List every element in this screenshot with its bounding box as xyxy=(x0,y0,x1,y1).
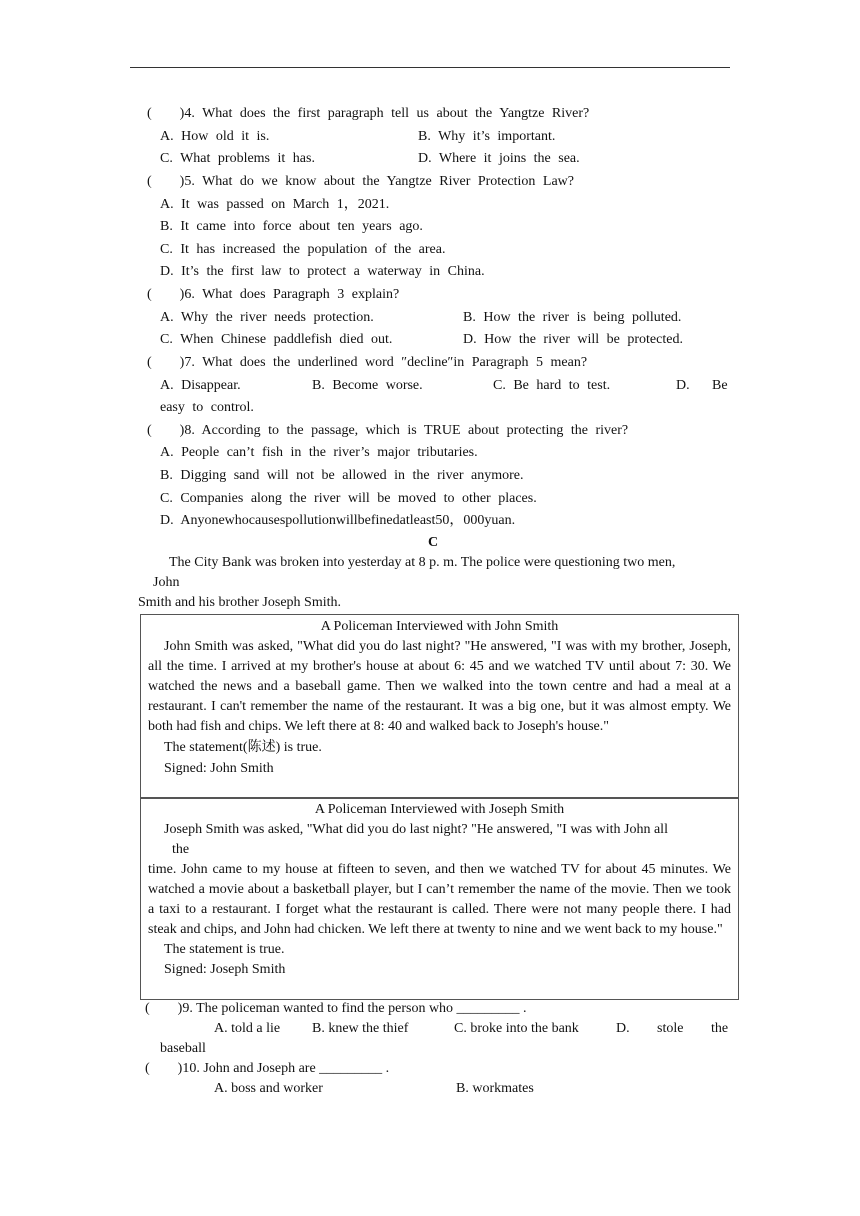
q8-option-b: B. Digging sand will not be allowed in the river anymore. xyxy=(160,468,524,483)
q5-option-d: D. It’s the first law to protect a waterway in China. xyxy=(160,264,485,279)
q7-option-b: B. Become worse. xyxy=(312,378,423,393)
q7-option-a: A. Disappear. xyxy=(160,378,241,393)
section-c-heading: C xyxy=(428,535,439,550)
q6-option-a: A. Why the river needs protection. xyxy=(160,310,374,325)
box-john-title: A Policeman Interviewed with John Smith xyxy=(320,619,559,634)
q8-option-c: C. Companies along the river will be moved to other places. xyxy=(160,491,537,506)
interview-box-joseph xyxy=(140,797,739,1000)
q9-option-d-label: D. xyxy=(616,1021,630,1036)
q6-option-c: C. When Chinese paddlefish died out. xyxy=(160,332,393,347)
q10-option-b: B. workmates xyxy=(456,1081,534,1096)
q7-option-d-word: Be xyxy=(712,378,728,393)
question-10: ( )10. John and Joseph are _________ . xyxy=(145,1061,390,1076)
box-john-signed: Signed: John Smith xyxy=(164,761,274,776)
q4-option-b: B. Why it’s important. xyxy=(418,129,556,144)
q5-option-a: A. It was passed on March 1，2021. xyxy=(160,197,390,212)
q6-option-b: B. How the river is being polluted. xyxy=(463,310,682,325)
interview-box-john xyxy=(140,614,739,799)
q7-option-d-label: D. xyxy=(676,378,690,393)
box-joseph-statement: The statement is true. xyxy=(164,942,285,957)
q9-option-a: A. told a lie xyxy=(214,1021,281,1036)
question-7: ( )7. What does the underlined word ″decline″in Paragraph 5 mean? xyxy=(147,355,588,370)
section-c-intro-line1: The City Bank was broken into yesterday at 8 p. m. The police were questioning two men, xyxy=(169,555,676,570)
q8-option-d: D. Anyonewhocausespollutionwillbefinedatleast50，000yuan. xyxy=(160,513,516,528)
q4-option-d: D. Where it joins the sea. xyxy=(418,151,580,166)
q9-option-d-word2: the xyxy=(711,1021,729,1036)
q9-option-d-cont: baseball xyxy=(160,1041,206,1056)
q9-option-c: C. broke into the bank xyxy=(454,1021,579,1036)
q4-option-a: A. How old it is. xyxy=(160,129,270,144)
q10-option-a: A. boss and worker xyxy=(214,1081,323,1096)
box-joseph-text: time. John came to my house at fifteen to seven, and then we watched TV for about 45 minutes. We watched a movie about a basketball player, but I can’t remember the name of the movie. Then we took a taxi to a restaurant. I forget what the restaurant is called. There were not many people there. I had steak and chips, and John had chicken. We left there at twenty to nine and we went back to my house." xyxy=(148,862,731,937)
q7-option-d-cont: easy to control. xyxy=(160,400,254,415)
section-c-intro-line3: Smith and his brother Joseph Smith. xyxy=(138,595,341,610)
box-joseph-line1: Joseph Smith was asked, "What did you do last night? "He answered, "I was with John all xyxy=(164,822,668,837)
question-8: ( )8. According to the passage, which is TRUE about protecting the river? xyxy=(147,423,629,438)
question-9: ( )9. The policeman wanted to find the person who _________ . xyxy=(145,1001,527,1016)
box-joseph-signed: Signed: Joseph Smith xyxy=(164,962,286,977)
question-5: ( )5. What do we know about the Yangtze River Protection Law? xyxy=(147,174,574,189)
q6-option-d: D. How the river will be protected. xyxy=(463,332,683,347)
q9-option-b: B. knew the thief xyxy=(312,1021,409,1036)
box-joseph-line2: the xyxy=(172,842,190,857)
q5-option-b: B. It came into force about ten years ago. xyxy=(160,219,423,234)
q9-option-d-word1: stole xyxy=(657,1021,684,1036)
box-john-text: John Smith was asked, "What did you do last night? "He answered, "I was with my brother, Joseph, all the time. I arrived at my brother's house at about 6: 45 and we watched TV until about 7: 30. We watched the news and a baseball game. Then we walked into the town centre and had a meal at a restaurant. I can't remember the name of the restaurant. It was a big one, but it was almost empty. We both had fish and chips. We left there at 8: 40 and walked back to Joseph's house." xyxy=(148,639,731,734)
q5-option-c: C. It has increased the population of the area. xyxy=(160,242,446,257)
header-rule xyxy=(130,67,730,68)
box-john-statement: The statement(陈述) is true. xyxy=(164,740,322,755)
q4-option-c: C. What problems it has. xyxy=(160,151,315,166)
question-6: ( )6. What does Paragraph 3 explain? xyxy=(147,287,400,302)
section-c-intro-line2: John xyxy=(153,575,180,590)
q7-option-c: C. Be hard to test. xyxy=(493,378,611,393)
q8-option-a: A. People can’t fish in the river’s major tributaries. xyxy=(160,445,478,460)
question-4: ( )4. What does the first paragraph tell us about the Yangtze River? xyxy=(147,106,590,121)
box-joseph-title: A Policeman Interviewed with Joseph Smith xyxy=(314,802,565,817)
